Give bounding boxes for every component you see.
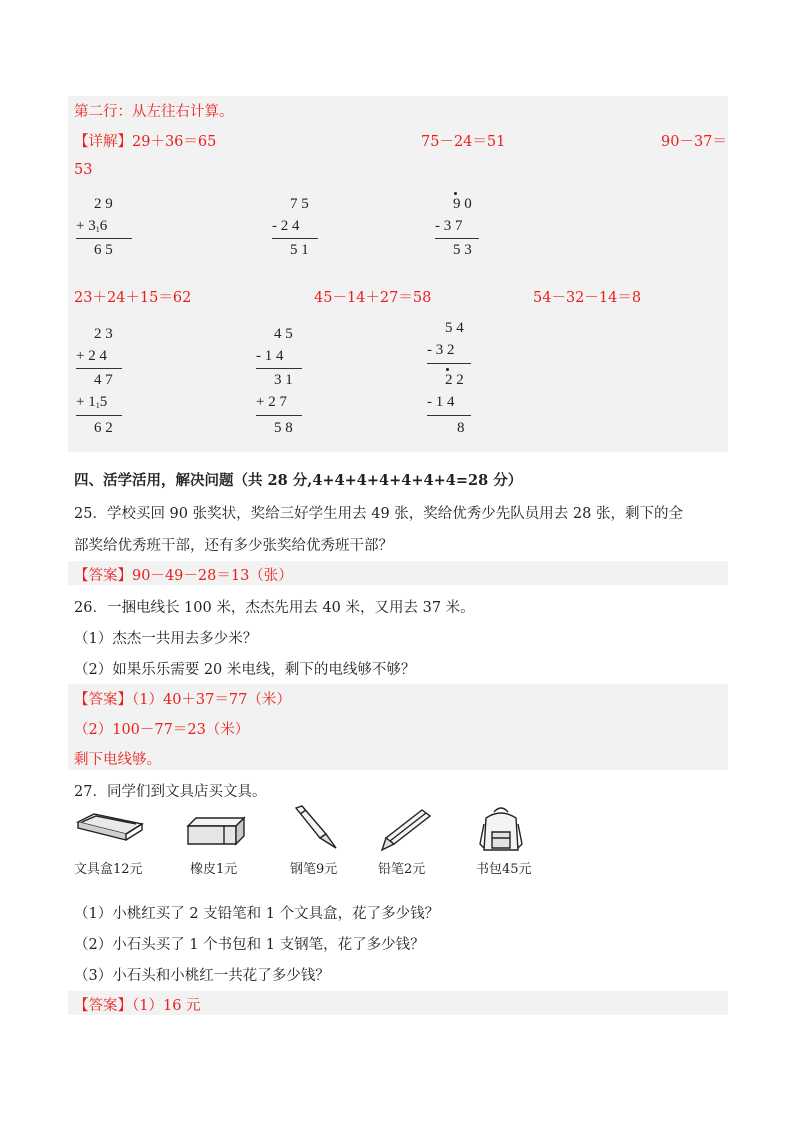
vc3-row2: - 3 7	[435, 218, 463, 234]
vc5-row3: 3 1	[274, 372, 293, 388]
q26-answer-1: 【答案】（1）40＋37＝77（米）	[74, 692, 291, 708]
vc5-line1	[256, 368, 302, 369]
q25-line1: 25．学校买回 90 张奖状，奖给三好学生用去 49 张，奖给优秀少先队员用去 28 张，剩下的全	[74, 506, 683, 522]
vc1-row3: 6 5	[94, 242, 113, 258]
q26-answer-2: （2）100－77＝23（米）	[74, 722, 250, 738]
vc5-row5: 5 8	[274, 420, 293, 436]
detail-row-1	[74, 130, 216, 151]
q27-sub3: （3）小石头和小桃红一共花了多少钱？	[74, 968, 330, 984]
vc4-row3: 4 7	[94, 372, 113, 388]
pencil-case-label: 文具盒12元	[74, 862, 143, 877]
vc2-row3: 5 1	[290, 242, 309, 258]
vc2-row2: - 2 4	[272, 218, 300, 234]
answer-tag: 【答案】	[74, 568, 132, 584]
equation-6: 54－32－14＝8	[533, 290, 642, 306]
vc5-line2	[256, 415, 302, 416]
q26-sub2: （2）如果乐乐需要 20 米电线，剩下的电线够不够？	[74, 662, 416, 678]
carry-digit: 1	[95, 225, 100, 234]
equation-3-part-a: 90－37＝	[661, 134, 727, 150]
vc5-row4: + 2 7	[256, 394, 287, 410]
section-heading: 四、活学活用，解决问题（共 28 分,4+4+4+4+4+4+4=28 分）	[74, 472, 523, 489]
vc2-line	[272, 238, 318, 239]
vc4-row2: + 2 4	[76, 348, 107, 364]
vc3-line	[435, 238, 479, 239]
answer-tag: 【答案】	[74, 692, 132, 708]
vc6-row2: - 3 2	[427, 342, 455, 358]
explain-line1: 第二行：从左往右计算。	[74, 104, 234, 120]
backpack-label: 书包45元	[476, 862, 532, 877]
vertical-calc-1	[76, 196, 136, 266]
q26-line1: 26．一捆电线长 100 米，杰杰先用去 40 米，又用去 37 米。	[74, 600, 475, 616]
vc1-line	[76, 238, 132, 239]
vc4-line2	[76, 415, 122, 416]
equation-2: 75－24＝51	[421, 134, 506, 150]
q27-sub2: （2）小石头买了 1 个书包和 1 支钢笔，花了多少钱？	[74, 937, 425, 953]
vc6-row5: 8	[457, 420, 465, 436]
vc6-line2	[427, 415, 471, 416]
vc6-row4: - 1 4	[427, 394, 455, 410]
vc1-row2: + 316	[76, 218, 108, 234]
q27-line1: 27．同学们到文具店买文具。	[74, 784, 267, 800]
q27-sub1: （1）小桃红买了 2 支铅笔和 1 个文具盒，花了多少钱？	[74, 906, 440, 922]
q26-answer-3: 剩下电线够。	[74, 752, 161, 768]
eraser-label: 橡皮1元	[190, 862, 238, 877]
fountain-pen-label: 钢笔9元	[290, 862, 338, 877]
vertical-calc-2	[272, 196, 332, 266]
vc6-row1: 5 4	[445, 320, 464, 336]
vc4-line1	[76, 368, 122, 369]
vertical-calc-4	[76, 326, 136, 441]
detail-tag: 【详解】	[74, 134, 132, 150]
equation-1: 29＋36＝65	[132, 134, 217, 150]
vc6-row3: 2 2	[445, 372, 464, 388]
vertical-calc-6	[427, 320, 487, 440]
vertical-calc-5	[256, 326, 316, 441]
vc1-row1: 2 9	[94, 196, 113, 212]
vc3-row1: 9 0	[453, 196, 472, 212]
vc6-line1	[427, 363, 471, 364]
q26-sub1: （1）杰杰一共用去多少米？	[74, 631, 258, 647]
vc2-row1: 7 5	[290, 196, 309, 212]
vc4-row5: 6 2	[94, 420, 113, 436]
pencil-label: 铅笔2元	[378, 862, 426, 877]
vc5-row1: 4 5	[274, 326, 293, 342]
vc3-row3: 5 3	[453, 242, 472, 258]
vertical-calc-3	[435, 196, 495, 266]
q25-line2: 部奖给优秀班干部，还有多少张奖给优秀班干部？	[74, 538, 393, 554]
borrow-dot	[446, 368, 449, 371]
eraser-image	[186, 816, 246, 850]
carry-digit: 1	[95, 401, 100, 410]
q27-answer-1: 【答案】（1）16 元	[74, 998, 201, 1014]
vc4-row4: + 115	[76, 394, 108, 410]
vc4-row1: 2 3	[94, 326, 113, 342]
borrow-dot	[454, 192, 457, 195]
pencil-case-image	[74, 808, 146, 852]
equation-4: 23＋24＋15＝62	[74, 290, 192, 306]
equation-5: 45－14＋27＝58	[314, 290, 432, 306]
q25-answer: 【答案】90－49－28＝13（张）	[74, 568, 293, 584]
pencil-image	[378, 808, 434, 856]
equation-3-part-b: 53	[74, 162, 93, 178]
fountain-pen-image	[292, 804, 342, 856]
backpack-image	[476, 804, 526, 858]
answer-tag: 【答案】	[74, 998, 132, 1014]
vc5-row2: - 1 4	[256, 348, 284, 364]
